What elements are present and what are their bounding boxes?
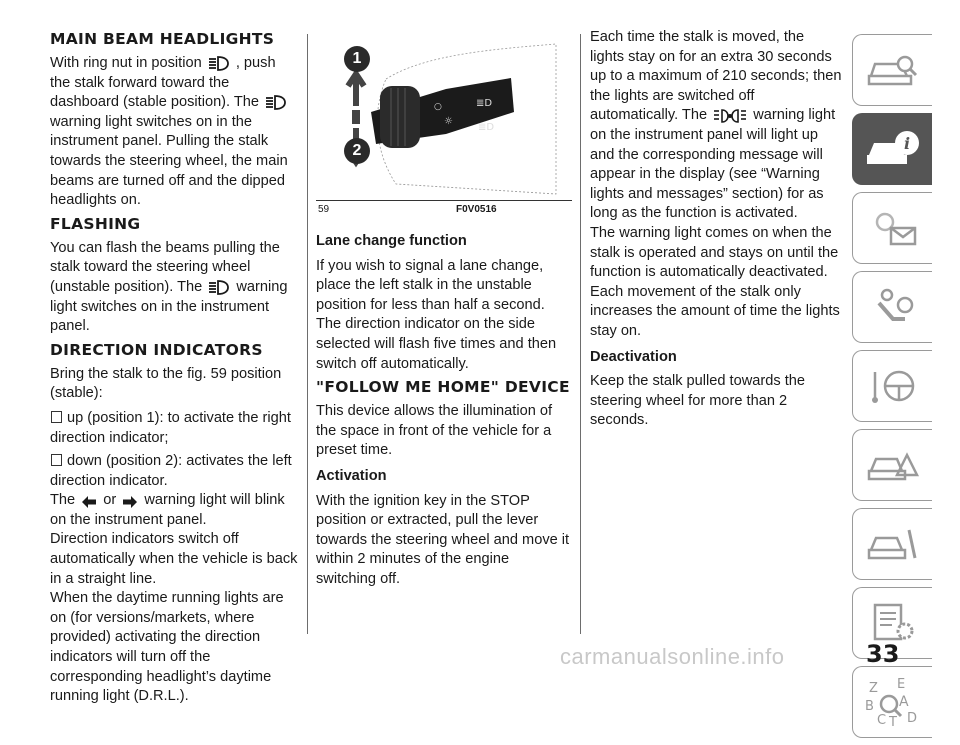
left-arrow-indicator-icon bbox=[81, 495, 97, 509]
column-separator-left bbox=[307, 34, 308, 634]
nav-tab-servicing[interactable] bbox=[852, 508, 932, 580]
column-right bbox=[590, 28, 842, 436]
page-number: 33 bbox=[866, 640, 900, 668]
main-beam-warning-icon bbox=[265, 94, 287, 111]
paragraph-flashing bbox=[50, 239, 298, 337]
paragraph-each-time bbox=[590, 28, 842, 224]
bullet-up bbox=[50, 409, 298, 448]
blink-text-or: or bbox=[103, 492, 117, 509]
figure-number: 59 bbox=[318, 204, 330, 215]
nav-tab-safety[interactable] bbox=[852, 271, 932, 343]
nav-tab-dashboard[interactable] bbox=[852, 113, 932, 185]
nav-tab-getting-to-know[interactable] bbox=[852, 34, 932, 106]
index-letter-t: T bbox=[888, 715, 897, 728]
bullet-down bbox=[50, 452, 298, 491]
paragraph-lane-change: If you wish to signal a lane change, place the left stalk in the unstable position for less than half a second. The direction indicator on the side selected will flash five times and then switch off automatically. bbox=[316, 257, 557, 372]
column-middle bbox=[316, 226, 572, 595]
paragraph-drl: When the daytime running lights are on (for versions/markets, where provided) activating the direction indicators will turn off the corresponding headlight’s daytime running light (D.R.L.). bbox=[50, 590, 284, 705]
callout-1: 1 bbox=[344, 46, 370, 72]
alphabetical-index-search-icon bbox=[863, 676, 923, 728]
heading-direction-indicators: DIRECTION INDICATORS bbox=[50, 340, 263, 359]
heading-lane-change: Lane change function bbox=[316, 233, 467, 249]
main-beam-text-c: warning light switches on in the instrument panel. Pulling the stalk towards the steering wheel, the main beams are turned off and the dipped headlights on. bbox=[50, 113, 288, 209]
heading-follow-me-home: "FOLLOW ME HOME" DEVICE bbox=[316, 378, 570, 397]
index-letter-b: B bbox=[864, 699, 874, 714]
main-beam-icon bbox=[208, 55, 230, 72]
figure-code: F0V0516 bbox=[456, 204, 497, 215]
heading-flashing: FLASHING bbox=[50, 214, 141, 233]
warning-lights-message-icon bbox=[865, 206, 921, 250]
heading-main-beam: MAIN BEAM HEADLIGHTS bbox=[50, 30, 275, 48]
chapter-nav bbox=[852, 34, 932, 745]
specs-gear-icon bbox=[865, 601, 921, 645]
airbag-seat-icon bbox=[865, 285, 921, 329]
bullet-up-text: up (position 1): to activate the right direction indicator; bbox=[50, 409, 291, 446]
main-beam-text-a: With ring nut in position bbox=[50, 55, 202, 71]
follow-me-home-icon bbox=[713, 108, 747, 124]
index-letter-c: C bbox=[876, 713, 886, 728]
right-arrow-indicator-icon bbox=[122, 495, 138, 509]
svg-text:☼: ☼ bbox=[444, 116, 453, 127]
svg-text:≣D: ≣D bbox=[476, 98, 493, 109]
blink-text-a: The bbox=[50, 492, 76, 509]
paragraph-switch-off: Direction indicators switch off automatically when the vehicle is back in a straight line. bbox=[50, 531, 298, 587]
column-separator-right bbox=[580, 34, 581, 634]
paragraph-direction: Bring the stalk to the fig. 59 position (stable): bbox=[50, 365, 282, 402]
nav-tab-starting-driving[interactable] bbox=[852, 350, 932, 422]
car-wrench-icon bbox=[865, 522, 921, 566]
watermark: carmanualsonline.info bbox=[560, 644, 785, 669]
checkbox-bullet-icon bbox=[51, 411, 62, 423]
paragraph-comes-on: The warning light comes on when the stalk is operated and stays on until the function is automatically deactivated. bbox=[590, 224, 839, 281]
paragraph-movement: Each movement of the stalk only increases the amount of time the lights stay on. bbox=[590, 283, 840, 339]
column-left bbox=[50, 28, 298, 707]
paragraph-main-beam bbox=[50, 54, 298, 211]
paragraph-deactivation: Keep the stalk pulled towards the steering wheel for more than 2 seconds. bbox=[590, 373, 805, 429]
nav-tab-index[interactable] bbox=[852, 666, 932, 738]
blink-text-b: warning light will blink on the instrument panel. bbox=[50, 492, 285, 528]
heading-activation: Activation bbox=[316, 467, 387, 484]
callout-2: 2 bbox=[344, 138, 370, 164]
figure-caption bbox=[316, 200, 572, 215]
each-time-text-a: Each time the stalk is moved, the lights stay on for an extra 30 seconds up to a maximum of 210 seconds; then the lights are switched off automatically. The bbox=[590, 29, 842, 124]
each-time-text-b: warning light on the instrument panel will light up and the corresponding message will appear in the display (see “Warning lights and messages” section) for as long as the function is activated. bbox=[590, 107, 836, 222]
flashing-text-a: You can flash the beams pulling the stalk toward the steering wheel (unstable position). The bbox=[50, 239, 280, 295]
index-letter-a: A bbox=[898, 694, 909, 710]
flashing-text-b: warning light switches on in the instrument panel. bbox=[50, 278, 288, 335]
paragraph-activation: With the ignition key in the STOP position or extracted, pull the lever towards the steering wheel and move it within 2 minutes of the engine switching off. bbox=[316, 492, 570, 587]
key-steering-wheel-icon bbox=[865, 364, 921, 408]
main-beam-warning-icon bbox=[208, 279, 230, 296]
index-letter-z: Z bbox=[868, 681, 878, 696]
index-letter-e: E bbox=[896, 677, 905, 692]
checkbox-bullet-icon bbox=[51, 454, 62, 466]
heading-deactivation: Deactivation bbox=[590, 348, 677, 365]
car-warning-triangle-icon bbox=[865, 443, 921, 487]
nav-tab-lights-messages[interactable] bbox=[852, 192, 932, 264]
svg-text:○: ○ bbox=[434, 102, 442, 112]
main-beam-text-b: , push the stalk forward toward the dashboard (stable position). The bbox=[50, 55, 276, 111]
svg-text:i: i bbox=[903, 134, 910, 153]
car-info-icon bbox=[863, 127, 923, 171]
paragraph-blink bbox=[50, 491, 298, 530]
index-letter-d: D bbox=[906, 711, 917, 726]
paragraph-follow-me-home: This device allows the illumination of the space in front of the vehicle for a preset time. bbox=[316, 403, 553, 459]
nav-tab-emergency[interactable] bbox=[852, 429, 932, 501]
car-search-icon bbox=[865, 50, 921, 90]
bullet-down-text: down (position 2): activates the left direction indicator. bbox=[50, 453, 292, 489]
svg-text:≣D: ≣D bbox=[478, 122, 495, 133]
